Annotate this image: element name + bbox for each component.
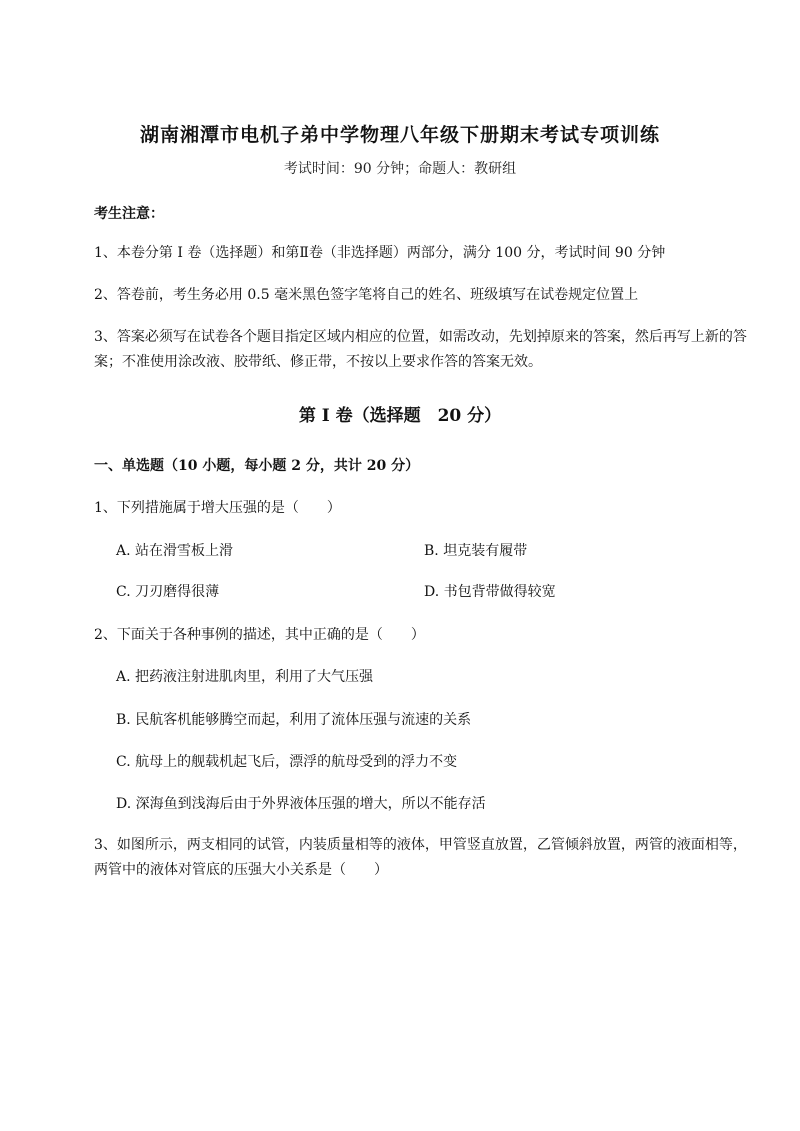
question-2-option-b[interactable]: B. 民航客机能够腾空而起，利用了流体压强与流速的关系 [116,712,472,728]
question-2-option-c[interactable]: C. 航母上的舰载机起飞后，漂浮的航母受到的浮力不变 [116,754,458,770]
page-subtitle: 考试时间：90 分钟；命题人：教研组 [283,161,517,177]
notice-heading: 考生注意： [94,206,164,222]
question-2-option-a[interactable]: A. 把药液注射进肌肉里，利用了大气压强 [116,669,374,685]
question-1-option-a[interactable]: A. 站在滑雪板上滑 [116,543,234,559]
question-2-stem: 2、下面关于各种事例的描述，其中正确的是（ ） [94,627,425,643]
question-1-option-d[interactable]: D. 书包背带做得较宽 [424,584,556,600]
notice-item-2: 2、答卷前，考生务必用 0.5 毫米黑色签字笔将自己的姓名、班级填写在试卷规定位置上 [94,287,639,303]
notice-item-1: 1、本卷分第 I 卷（选择题）和第Ⅱ卷（非选择题）两部分，满分 100 分，考试时间 90 分钟 [94,245,666,261]
question-1-option-b[interactable]: B. 坦克装有履带 [424,543,528,559]
question-1-option-c[interactable]: C. 刀刃磨得很薄 [116,584,220,600]
question-1-stem: 1、下列措施属于增大压强的是（ ） [94,500,341,516]
part-heading: 一、单选题（10 小题，每小题 2 分，共计 20 分） [94,458,420,474]
question-2-option-d[interactable]: D. 深海鱼到浅海后由于外界液体压强的增大，所以不能存活 [116,796,486,812]
question-3-stem: 3、如图所示，两支相同的试管，内装质量相等的液体，甲管竖直放置，乙管倾斜放置，两管的液面相等，两管中的液体对管底的压强大小关系是（ ） [94,837,747,878]
page-title: 湖南湘潭市电机子弟中学物理八年级下册期末考试专项训练 [139,124,660,146]
section-title: 第 I 卷（选择题 20 分） [298,406,502,426]
notice-item-3: 3、答案必须写在试卷各个题目指定区域内相应的位置，如需改动，先划掉原来的答案，然后再写上新的答案；不准使用涂改液、胶带纸、修正带，不按以上要求作答的答案无效。 [94,329,747,370]
